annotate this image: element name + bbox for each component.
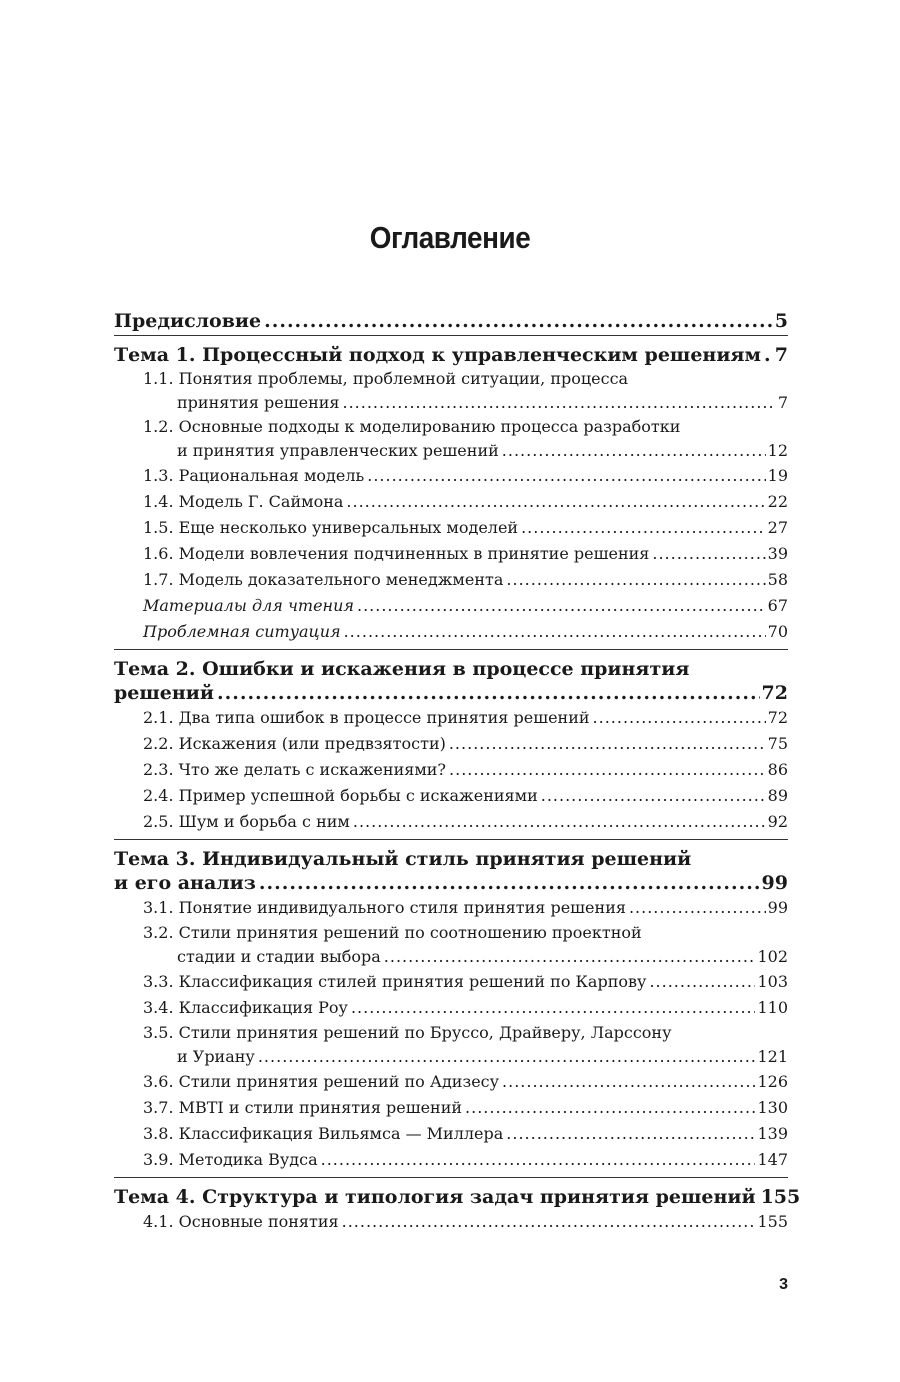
toc-item-page: 110 bbox=[757, 998, 788, 1017]
toc-section-topic-1 bbox=[114, 343, 788, 650]
toc-item-title: 4.1. Основные понятия bbox=[143, 1212, 339, 1231]
leader-dots bbox=[521, 515, 766, 541]
toc-item-title-cont: и Уриану bbox=[177, 1047, 255, 1066]
toc-item[interactable] bbox=[114, 705, 788, 731]
toc-item[interactable] bbox=[114, 921, 788, 969]
toc-item-title-cont: стадии и стадии выбора bbox=[177, 947, 381, 966]
leader-dots bbox=[346, 489, 765, 515]
page-title: Оглавление bbox=[369, 220, 531, 255]
toc-section-topic-4 bbox=[114, 1185, 801, 1239]
toc-item-title: 3.6. Стили принятия решений по Адизесу bbox=[143, 1072, 500, 1091]
toc-item-title: 2.2. Искажения (или предвзятости) bbox=[143, 734, 446, 753]
toc-item-page: 67 bbox=[767, 596, 788, 615]
toc-item-title: 3.7. MBTI и стили принятия решений bbox=[143, 1098, 463, 1117]
toc-item-page: 22 bbox=[767, 492, 788, 511]
toc-item-title: Проблемная ситуация bbox=[143, 622, 341, 641]
toc-item[interactable] bbox=[114, 415, 788, 463]
toc-item-page: 58 bbox=[767, 570, 788, 589]
leader-dots bbox=[506, 567, 765, 593]
toc-item-title: 3.5. Стили принятия решений по Бруссо, Драйверу, Ларссону bbox=[143, 1023, 672, 1042]
leader-dots bbox=[593, 705, 766, 731]
toc-topic-title: Тема 1. Процессный подход к управленческим решениям bbox=[114, 344, 761, 366]
toc-topic-page: 72 bbox=[761, 682, 788, 704]
toc-item-page: 99 bbox=[767, 898, 788, 917]
toc-item[interactable] bbox=[114, 567, 788, 593]
leader-dots bbox=[502, 1069, 755, 1095]
toc-topic-heading[interactable] bbox=[114, 657, 788, 705]
toc-item-page: 102 bbox=[757, 947, 788, 966]
toc-topic-page: 7 bbox=[774, 344, 788, 366]
toc-item-title: 3.3. Классификация стилей принятия решений по Карпову bbox=[143, 972, 647, 991]
toc-item-title: 1.5. Еще несколько универсальных моделей bbox=[143, 518, 519, 537]
toc-item-title: Материалы для чтения bbox=[143, 596, 354, 615]
toc-topic-title: Тема 3. Индивидуальный стиль принятия решений bbox=[114, 848, 692, 870]
toc-item-title: 2.5. Шум и борьба с ним bbox=[143, 812, 350, 831]
leader-dots bbox=[652, 541, 765, 567]
toc-item-title: 3.4. Классификация Роу bbox=[143, 998, 348, 1017]
toc-item-title: 1.2. Основные подходы к моделированию процесса разработки bbox=[143, 417, 681, 436]
toc-item-page: 92 bbox=[767, 812, 788, 831]
leader-dots bbox=[384, 945, 756, 969]
toc-item-page: 70 bbox=[767, 622, 788, 641]
toc-section-topic-3 bbox=[114, 847, 788, 1178]
toc-item-title: 3.2. Стили принятия решений по соотношению проектной bbox=[143, 923, 642, 942]
leader-dots bbox=[465, 1095, 755, 1121]
toc-item-title: 1.4. Модель Г. Саймона bbox=[143, 492, 344, 511]
leader-dots bbox=[258, 1045, 756, 1069]
toc-item-title: 1.3. Рациональная модель bbox=[143, 466, 365, 485]
toc-item-title: 1.1. Понятия проблемы, проблемной ситуации, процесса bbox=[143, 369, 629, 388]
toc-item[interactable] bbox=[114, 995, 788, 1021]
toc-topic-title-cont: и его анализ bbox=[114, 872, 256, 894]
toc-item[interactable] bbox=[114, 1121, 788, 1147]
toc-topic-heading[interactable] bbox=[114, 343, 788, 367]
leader-dots bbox=[449, 757, 766, 783]
toc-item-title-cont: принятия решения bbox=[177, 393, 340, 412]
toc-item-page: 12 bbox=[767, 441, 788, 460]
toc-topic-title: Тема 2. Ошибки и искажения в процессе принятия bbox=[114, 658, 690, 680]
toc-topic-page: 99 bbox=[761, 872, 788, 894]
toc-item-page: 86 bbox=[767, 760, 788, 779]
leader-dots bbox=[353, 809, 766, 835]
leader-dots bbox=[764, 343, 773, 367]
toc-item-page: 39 bbox=[767, 544, 788, 563]
leader-dots bbox=[502, 439, 766, 463]
leader-dots bbox=[343, 391, 776, 415]
leader-dots bbox=[342, 1209, 756, 1235]
toc-section-topic-2 bbox=[114, 657, 788, 840]
leader-dots bbox=[344, 619, 766, 645]
leader-dots bbox=[259, 871, 760, 895]
toc-item[interactable] bbox=[114, 731, 788, 757]
toc-item[interactable] bbox=[114, 463, 788, 489]
toc-item[interactable] bbox=[114, 515, 788, 541]
toc-item[interactable] bbox=[114, 757, 788, 783]
toc-item-title-cont: и принятия управленческих решений bbox=[177, 441, 499, 460]
toc-item[interactable] bbox=[114, 895, 788, 921]
toc-item[interactable] bbox=[114, 1147, 788, 1173]
toc-item-title: 3.8. Классификация Вильямса — Миллера bbox=[143, 1124, 504, 1143]
toc-topic-heading[interactable] bbox=[114, 847, 788, 895]
toc-item[interactable] bbox=[114, 593, 788, 619]
toc-entry-page: 5 bbox=[774, 310, 788, 332]
toc-item-title: 3.9. Методика Вудса bbox=[143, 1150, 318, 1169]
leader-dots bbox=[321, 1147, 756, 1173]
leader-dots bbox=[506, 1121, 755, 1147]
toc-topic-title: Тема 4. Структура и типология задач принятия решений bbox=[114, 1186, 756, 1208]
toc-item[interactable] bbox=[114, 809, 788, 835]
toc-topic-title-cont: решений bbox=[114, 682, 214, 704]
toc-item[interactable] bbox=[114, 489, 788, 515]
toc-item-title: 2.1. Два типа ошибок в процессе принятия решений bbox=[143, 708, 590, 727]
toc-item-page: 139 bbox=[757, 1124, 788, 1143]
toc-item[interactable] bbox=[114, 1021, 788, 1069]
leader-dots bbox=[541, 783, 766, 809]
toc-section-preface bbox=[114, 308, 788, 336]
toc-item-page: 89 bbox=[767, 786, 788, 805]
leader-dots bbox=[217, 681, 760, 705]
toc-item-page: 147 bbox=[757, 1150, 788, 1169]
leader-dots bbox=[649, 969, 755, 995]
leader-dots bbox=[449, 731, 766, 757]
toc-entry[interactable] bbox=[114, 308, 788, 335]
leader-dots bbox=[351, 995, 755, 1021]
leader-dots bbox=[629, 895, 766, 921]
toc-item-title: 3.1. Понятие индивидуального стиля принятия решения bbox=[143, 898, 626, 917]
toc-item[interactable] bbox=[114, 1069, 788, 1095]
toc-item[interactable] bbox=[114, 1095, 788, 1121]
toc-topic-page: 155 bbox=[760, 1186, 801, 1208]
toc-item-page: 103 bbox=[757, 972, 788, 991]
toc-item-title: 2.4. Пример успешной борьбы с искажениями bbox=[143, 786, 538, 805]
toc-entry-title: Предисловие bbox=[114, 310, 262, 332]
leader-dots bbox=[357, 593, 766, 619]
toc-item[interactable] bbox=[114, 619, 788, 645]
toc-item-page: 130 bbox=[757, 1098, 788, 1117]
toc-item-title: 1.6. Модели вовлечения подчиненных в принятие решения bbox=[143, 544, 650, 563]
toc-item-page: 121 bbox=[757, 1047, 788, 1066]
toc-item[interactable] bbox=[114, 969, 788, 995]
toc-item[interactable] bbox=[114, 541, 788, 567]
toc-item[interactable] bbox=[114, 1209, 788, 1235]
toc-item-page: 75 bbox=[767, 734, 788, 753]
toc-item-page: 126 bbox=[757, 1072, 788, 1091]
toc-item-title: 2.3. Что же делать с искажениями? bbox=[143, 760, 447, 779]
page-number: 3 bbox=[779, 1276, 788, 1293]
toc-item[interactable] bbox=[114, 367, 788, 415]
toc-item-page: 19 bbox=[767, 466, 788, 485]
toc-item-title: 1.7. Модель доказательного менеджмента bbox=[143, 570, 504, 589]
toc-item[interactable] bbox=[114, 783, 788, 809]
toc-topic-heading[interactable] bbox=[114, 1185, 801, 1209]
toc-item-page: 27 bbox=[767, 518, 788, 537]
toc-item-page: 72 bbox=[767, 708, 788, 727]
toc-item-page: 155 bbox=[757, 1212, 788, 1231]
table-of-contents bbox=[114, 306, 801, 1246]
leader-dots bbox=[367, 463, 765, 489]
toc-item-page: 7 bbox=[777, 393, 788, 412]
leader-dots bbox=[264, 308, 773, 335]
